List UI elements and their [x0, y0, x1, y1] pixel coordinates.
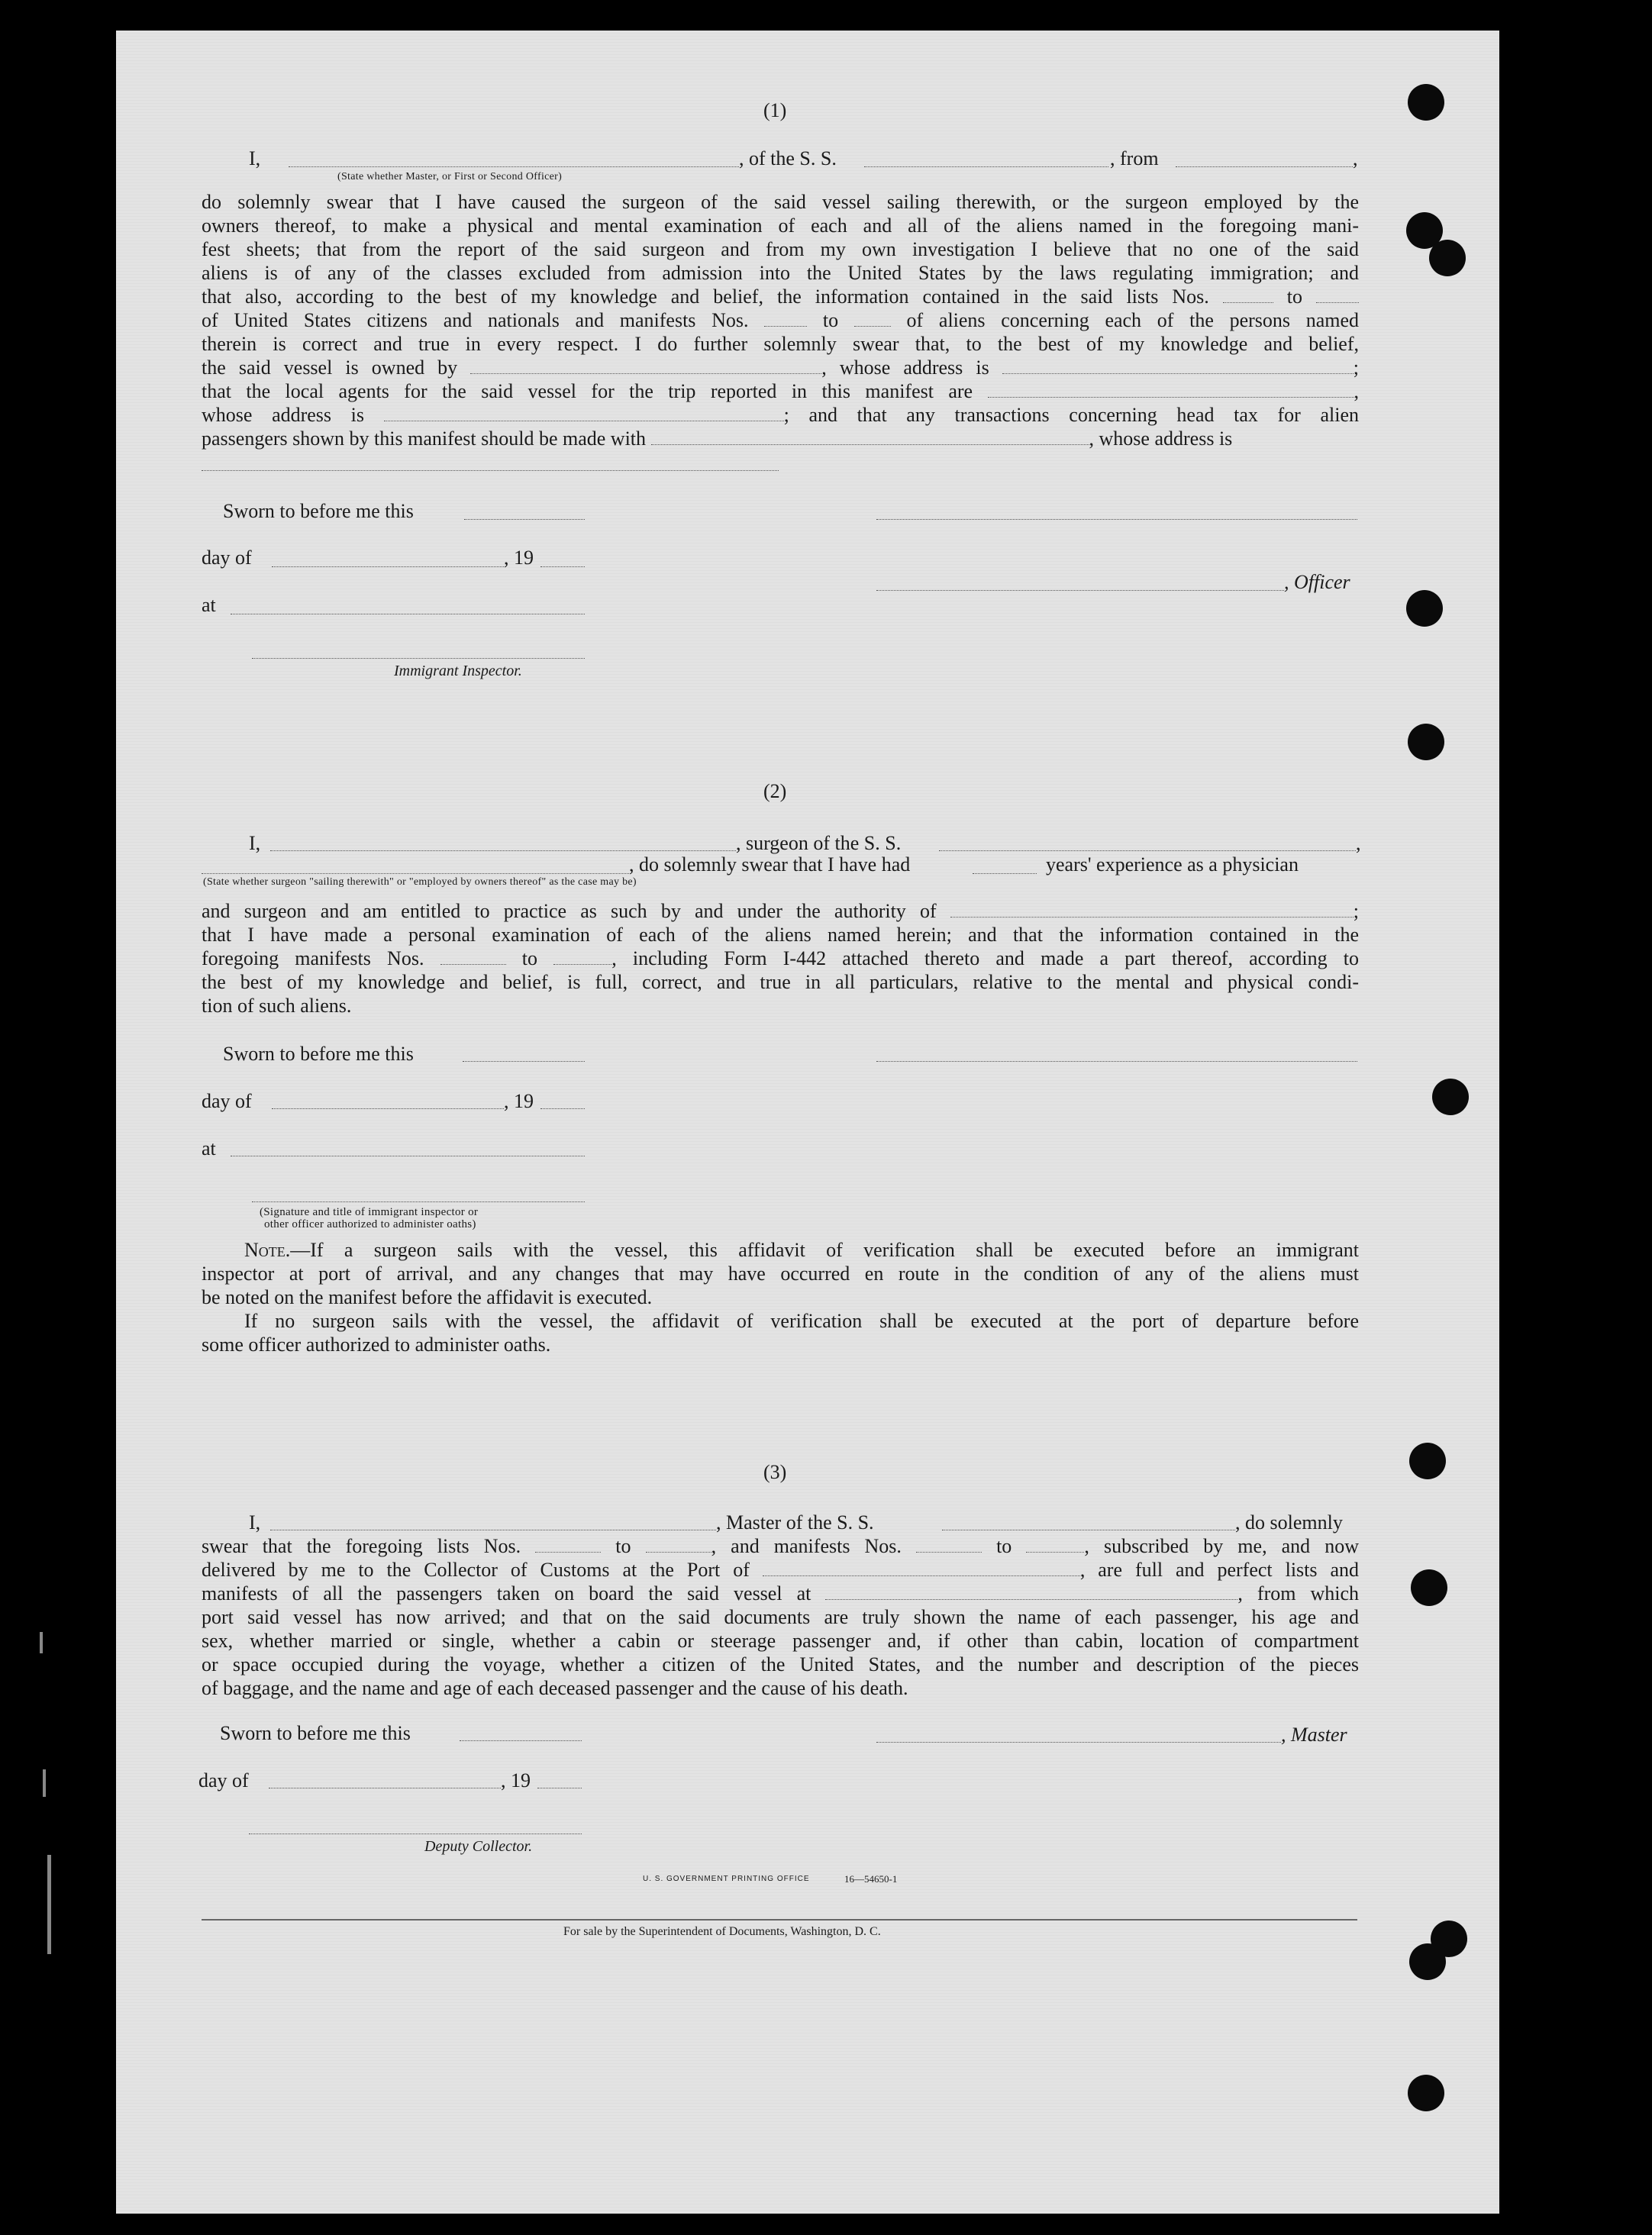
section-2-heading: (2) [763, 780, 787, 802]
s2-status-line[interactable] [202, 873, 629, 874]
s1-officer-label: , Officer [1284, 571, 1350, 593]
s2-manifests-to-field[interactable] [553, 950, 611, 965]
s2-oath-paragraph [202, 899, 1359, 1018]
punch-hole [1408, 724, 1444, 760]
s3-sworn-label: Sworn to before me this [220, 1722, 411, 1744]
s1-day-of-label: day of [202, 547, 252, 569]
film-artifact [47, 1855, 51, 1954]
film-artifact [40, 1632, 43, 1653]
s2-sig-caption: other officer authorized to administer oaths) [264, 1218, 476, 1230]
s1-officer-name-line[interactable] [289, 166, 739, 167]
s1-signature-line[interactable] [876, 519, 1357, 520]
s1-line: fest sheets; that from the report of the said surgeon and from my own investigation I believe that no one of the said [202, 238, 1359, 260]
s2-surgeon-name-line[interactable] [270, 850, 736, 851]
punch-hole [1408, 2075, 1444, 2111]
s1-inspector-sign-line[interactable] [252, 658, 585, 659]
s3-sworn-day-line[interactable] [460, 1740, 582, 1741]
s1-inspector-caption: Immigrant Inspector. [394, 663, 522, 679]
s3-line: port said vessel has now arrived; and that on the said documents are truly shown the name of each passenger, his age and [202, 1606, 1359, 1628]
note-line: If no surgeon sails with the vessel, the affidavit of verification shall be executed at the port of departure before [244, 1310, 1359, 1332]
s3-collector-sign-line[interactable] [249, 1833, 582, 1834]
s2-physician-label: years' experience as a physician [1046, 853, 1299, 876]
s1-vessel-name-line[interactable] [864, 166, 1108, 167]
s3-lists-from-field[interactable] [535, 1538, 601, 1553]
punch-hole [1411, 1569, 1447, 1606]
s1-from-port-line[interactable] [1176, 166, 1353, 167]
s2-line: the best of my knowledge and belief, is full, correct, and true in all particulars, relative to the mental and physical condi- [202, 971, 1359, 993]
s1-day-of-line[interactable] [272, 566, 504, 567]
note-line: be noted on the manifest before the affidavit is executed. [202, 1286, 653, 1308]
s3-master-label: , Master [1281, 1724, 1347, 1746]
s3-master-of-label: , Master of the S. S. [716, 1511, 874, 1534]
s1-line-manifests: of United States citizens and nationals and manifests Nos. to of aliens concerning each of the persons named [202, 309, 1360, 331]
s3-manifests-to-field[interactable] [1026, 1538, 1084, 1553]
sale-notice: For sale by the Superintendent of Documents, Washington, D. C. [563, 1925, 881, 1938]
s2-note [202, 1238, 1359, 1356]
manifests-from-field[interactable] [764, 312, 807, 327]
punch-hole [1429, 240, 1466, 276]
s1-sworn-day-line[interactable] [464, 519, 585, 520]
s2-years-line[interactable] [973, 873, 1037, 874]
s3-day-of-label: day of [198, 1769, 249, 1792]
punch-hole [1409, 1943, 1446, 1980]
s2-line: that I have made a personal examination of each of the aliens named herein; and that the information contained in the [202, 924, 1359, 946]
s2-sworn-label: Sworn to before me this [223, 1043, 414, 1065]
section-3-heading: (3) [763, 1461, 787, 1483]
s2-day-of-label: day of [202, 1090, 252, 1112]
film-artifact [43, 1769, 46, 1797]
s1-line: owners thereof, to make a physical and mental examination of each and all of the aliens named in the foregoing mani- [202, 214, 1359, 237]
s1-year-label: , 19 [504, 547, 534, 569]
s3-line-port: delivered by me to the Collector of Customs at the Port of , are full and perfect lists and [202, 1559, 1359, 1581]
s3-port-field[interactable] [763, 1562, 1080, 1576]
s3-line: or space occupied during the voyage, whether a citizen of the United States, and the number and description of the pieces [202, 1653, 1359, 1675]
s1-at-label: at [202, 594, 216, 616]
s1-line-headtax: passengers shown by this manifest should be made with , whose address is [202, 427, 1233, 450]
s1-line-owner: the said vessel is owned by , whose address is ; [202, 356, 1360, 379]
s1-year-line[interactable] [540, 566, 585, 567]
s2-line-manifests: foregoing manifests Nos. to , including Form I-442 attached thereto and made a part thereof, according to [202, 947, 1360, 969]
s1-line-agents: that the local agents for the said vessel for the trip reported in this manifest are , [202, 380, 1360, 402]
s3-manifests-from-field[interactable] [916, 1538, 982, 1553]
manifests-to-field[interactable] [854, 312, 891, 327]
form-code: 16—54650-1 [844, 1873, 898, 1885]
s1-from-end: , [1353, 147, 1358, 169]
s2-sworn-day-line[interactable] [463, 1061, 585, 1062]
lists-to-field[interactable] [1316, 289, 1359, 303]
punch-hole [1408, 84, 1444, 121]
s2-line: tion of such aliens. [202, 995, 352, 1017]
s1-officer-sign-line[interactable] [876, 590, 1284, 591]
s1-line-lists: that also, according to the best of my knowledge and belief, the information contained in the said lists Nos. to [202, 285, 1359, 308]
s2-at-label: at [202, 1137, 216, 1159]
s3-boarded-at-field[interactable] [825, 1585, 1237, 1600]
s1-line: aliens is of any of the classes excluded from admission into the United States by the laws regulating immigration; and [202, 262, 1359, 284]
s2-year-line[interactable] [540, 1108, 585, 1109]
note-line: Note.—If a surgeon sails with the vessel, this affidavit of verification shall be executed before an immigrant [244, 1239, 1359, 1261]
s2-state-caption: (State whether surgeon "sailing therewith" or "employed by owners thereof" as the case may be) [203, 876, 637, 888]
punch-hole [1406, 590, 1443, 627]
headtax-field[interactable] [651, 431, 1089, 445]
authority-field[interactable] [950, 903, 1354, 918]
s1-line: therein is correct and true in every respect. I do further solemnly swear that, to the best of my knowledge and belief, [202, 333, 1359, 355]
section-1-heading: (1) [763, 99, 787, 121]
s2-solemnly-label: , do solemnly swear that I have had [629, 853, 911, 876]
s2-vessel-line[interactable] [939, 850, 1356, 851]
s2-signature-line[interactable] [876, 1061, 1357, 1062]
s3-lists-to-field[interactable] [646, 1538, 711, 1553]
owner-address-field[interactable] [1002, 360, 1354, 374]
footer-rule [202, 1919, 1357, 1921]
s3-signature-line[interactable] [876, 1742, 1281, 1743]
agent-address-field[interactable] [384, 407, 784, 421]
s2-surgeon-of-label: , surgeon of the S. S. [736, 832, 902, 854]
note-line: some officer authorized to administer oaths. [202, 1334, 551, 1356]
s3-line: sex, whether married or single, whether a cabin or steerage passenger and, if other than cabin, location of compartment [202, 1630, 1359, 1652]
s2-i-label: I, [249, 832, 261, 854]
note-line: inspector at port of arrival, and any changes that may have occurred en route in the condition of any of the aliens must [202, 1263, 1359, 1285]
s3-line-boarded: manifests of all the passengers taken on board the said vessel at , from which [202, 1582, 1360, 1604]
s1-oath-paragraph [202, 190, 1359, 450]
punch-hole [1409, 1443, 1446, 1479]
s1-sworn-label: Sworn to before me this [223, 500, 414, 522]
s3-year-label: , 19 [501, 1769, 531, 1792]
s3-line-lists: swear that the foregoing lists Nos. to , and manifests Nos. to , subscribed by me, and now [202, 1535, 1360, 1557]
s3-do-solemnly-label: , do solemnly [1235, 1511, 1343, 1534]
s2-sig-caption: (Signature and title of immigrant inspector or [260, 1206, 479, 1218]
headtax-address-field[interactable] [202, 470, 779, 471]
s1-line-agent-address: whose address is ; and that any transactions concerning head tax for alien [202, 404, 1359, 426]
s2-day-of-line[interactable] [272, 1108, 504, 1109]
printer-imprint: U. S. GOVERNMENT PRINTING OFFICE [643, 1875, 810, 1883]
punch-hole [1432, 1079, 1469, 1115]
s2-year-label: , 19 [504, 1090, 534, 1112]
s1-of-ss-label: , of the S. S. [739, 147, 837, 169]
s3-oath-paragraph [202, 1534, 1359, 1700]
s3-line: of baggage, and the name and age of each deceased passenger and the cause of his death. [202, 1677, 908, 1699]
s2-manifests-from-field[interactable] [440, 950, 506, 965]
s2-line-authority: and surgeon and am entitled to practice as such by and under the authority of ; [202, 900, 1360, 922]
s1-line: do solemnly swear that I have caused the surgeon of the said vessel sailing therewith, or the surgeon employed by the [202, 191, 1359, 213]
s1-state-caption: (State whether Master, or First or Second Officer) [337, 171, 563, 182]
s1-i-label: I, [249, 147, 261, 169]
s3-i-label: I, [249, 1511, 261, 1534]
s2-officer-sign-line[interactable] [252, 1201, 585, 1202]
s3-collector-caption: Deputy Collector. [424, 1838, 533, 1855]
owner-field[interactable] [470, 360, 821, 374]
s2-end-comma: , [1356, 832, 1361, 854]
agents-field[interactable] [988, 383, 1354, 398]
lists-from-field[interactable] [1223, 289, 1273, 303]
s1-from-label: , from [1110, 147, 1159, 169]
